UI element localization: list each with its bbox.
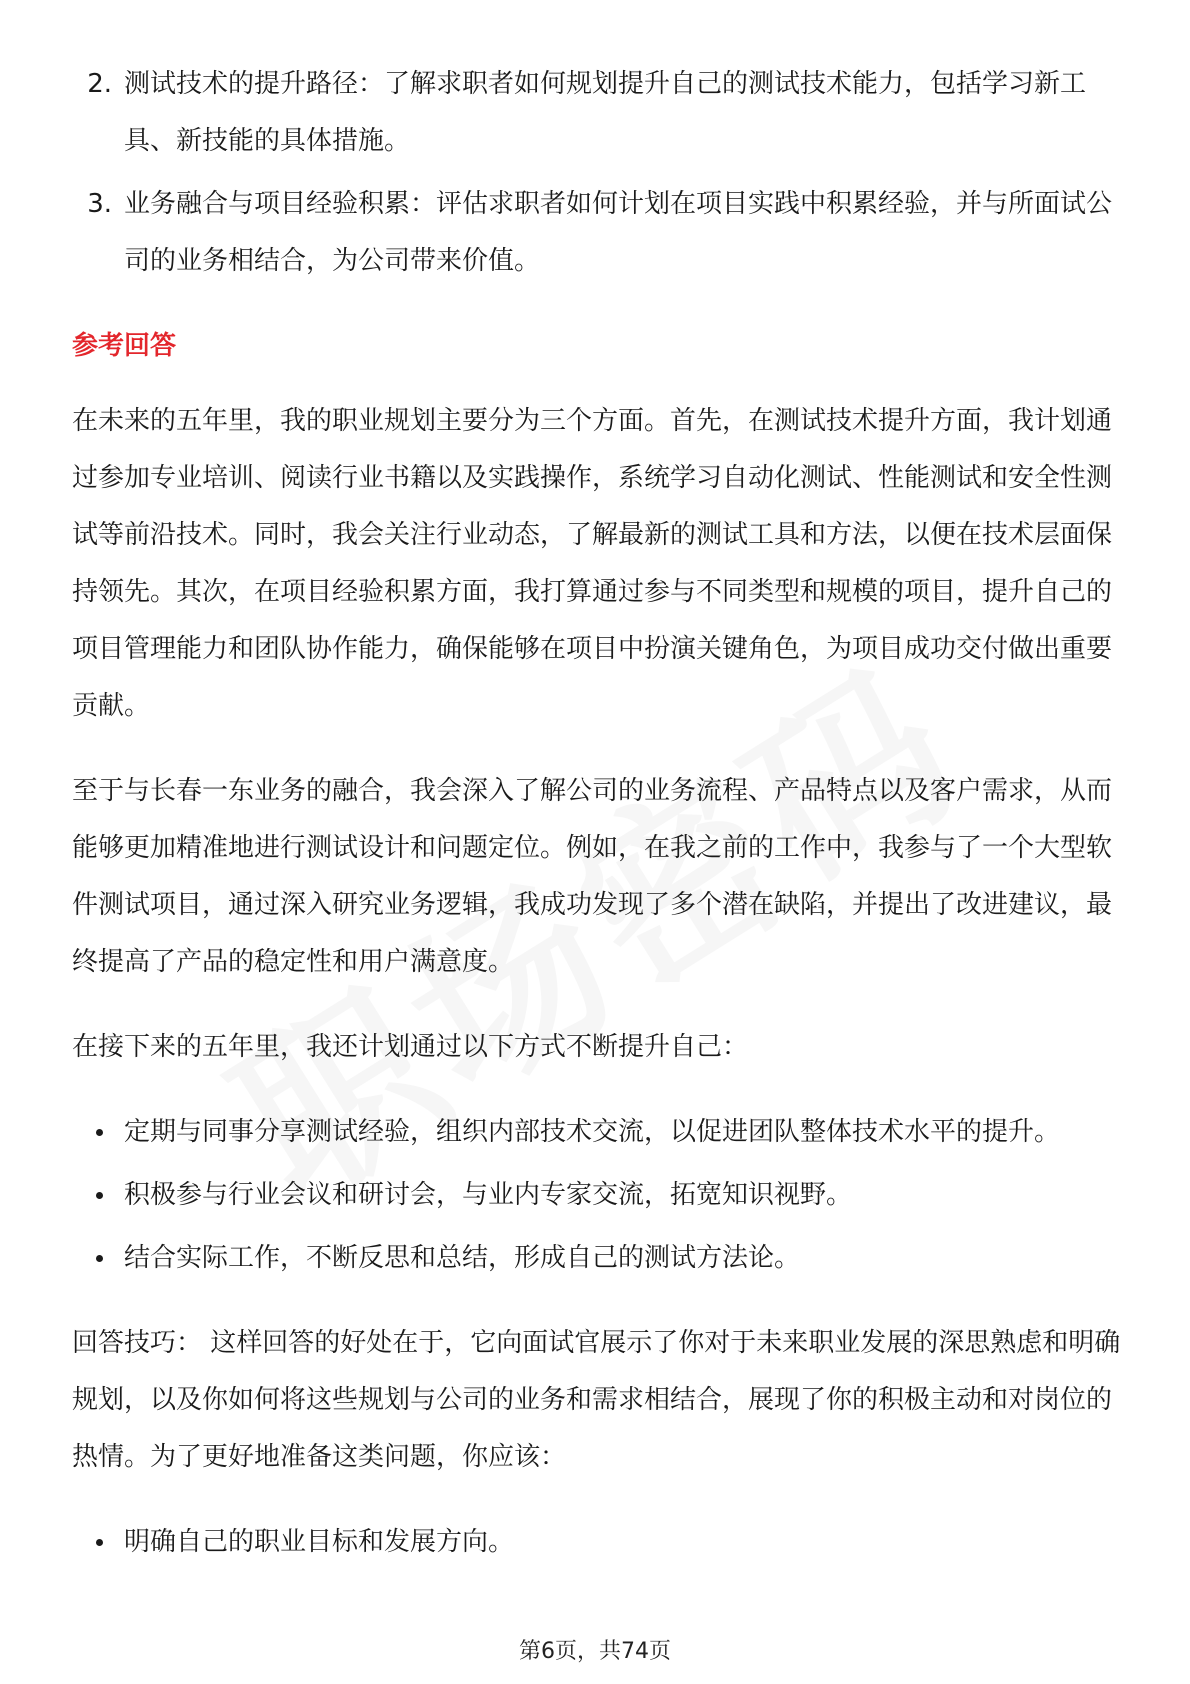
section-heading: 参考回答 [72, 331, 177, 361]
bullet-list-plans [72, 1104, 1122, 1287]
list-item: 定期与同事分享测试经验，组织内部技术交流，以促进团队整体技术水平的提升。 [124, 1104, 1122, 1161]
tips-paragraph: 回答技巧： 这样回答的好处在于，它向面试官展示了你对于未来职业发展的深思熟虑和明确规划，以及你如何将这些规划与公司的业务和需求相结合，展现了你的积极主动和对岗位的热情。为了更好地准备这类问题，你应该： [72, 1328, 1121, 1472]
list-item: 业务融合与项目经验积累：评估求职者如何计划在项目实践中积累经验，并与所面试公司的业务相结合，为公司带来价值。 [124, 189, 1113, 276]
page-footer: 第6页，共74页 [519, 1639, 671, 1664]
numbered-list [72, 56, 1122, 290]
answer-paragraph-3: 在接下来的五年里，我还计划通过以下方式不断提升自己： [72, 1032, 749, 1062]
list-item: 明确自己的职业目标和发展方向。 [124, 1514, 1122, 1571]
answer-paragraph-1: 在未来的五年里，我的职业规划主要分为三个方面。首先，在测试技术提升方面，我计划通过参加专业培训、阅读行业书籍以及实践操作，系统学习自动化测试、性能测试和安全性测试等前沿技术。同时，我会关注行业动态，了解最新的测试工具和方法，以便在技术层面保持领先。其次，在项目经验积累方面，我打算通过参与不同类型和规模的项目，提升自己的项目管理能力和团队协作能力，确保能够在项目中扮演关键角色，为项目成功交付做出重要贡献。 [72, 406, 1113, 721]
answer-paragraph-2: 至于与长春一东业务的融合，我会深入了解公司的业务流程、产品特点以及客户需求，从而能够更加精准地进行测试设计和问题定位。例如，在我之前的工作中，我参与了一个大型软件测试项目，通过深入研究业务逻辑，我成功发现了多个潜在缺陷，并提出了改进建议，最终提高了产品的稳定性和用户满意度。 [72, 776, 1113, 977]
list-item: 结合实际工作，不断反思和总结，形成自己的测试方法论。 [124, 1230, 1122, 1287]
bullet-list-tips [72, 1514, 1122, 1571]
list-item: 测试技术的提升路径：了解求职者如何规划提升自己的测试技术能力，包括学习新工具、新技能的具体措施。 [124, 69, 1087, 156]
list-item: 积极参与行业会议和研讨会，与业内专家交流，拓宽知识视野。 [124, 1167, 1122, 1224]
page-content [72, 56, 1122, 1599]
